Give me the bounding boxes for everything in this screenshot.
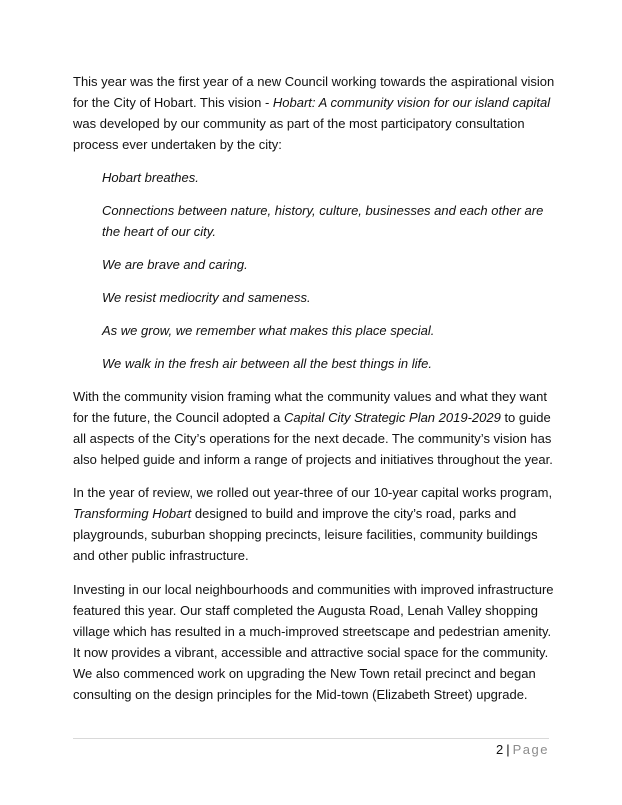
page-label: Page [512, 742, 549, 757]
vision-quotes [73, 167, 558, 374]
page-separator: | [506, 742, 510, 757]
vision-quote: Hobart breathes. [102, 170, 199, 185]
vision-quote: Connections between nature, history, culture, businesses and each other are the heart of our city. [102, 203, 544, 239]
page-number: 2 [496, 742, 504, 757]
paragraph-capital-works: In the year of review, we rolled out year-three of our 10-year capital works program, Transforming Hobart designed to build and improve the city’s road, parks and playgrounds, suburban shopping precincts, leisure facilities, community buildings and other public infrastructure. [73, 485, 553, 563]
vision-quote: We are brave and caring. [102, 257, 248, 272]
paragraph-intro: This year was the first year of a new Council working towards the aspirational vision for the City of Hobart. This vision - Hobart: A community vision for our island capital was developed by our community as part of the most participatory consultation process ever undertaken by the city: [73, 74, 555, 152]
document-body [73, 71, 558, 716]
vision-quote: We resist mediocrity and sameness. [102, 290, 311, 305]
vision-quote: As we grow, we remember what makes this place special. [102, 323, 435, 338]
paragraph-strategic-plan: With the community vision framing what the community values and what they want for the future, the Council adopted a Capital City Strategic Plan 2019-2029 to guide all aspects of the City’s operations for the next decade. The community’s vision has also helped guide and inform a range of projects and initiatives throughout the year. [73, 389, 553, 467]
paragraph-neighbourhoods: Investing in our local neighbourhoods and communities with improved infrastructure featured this year. Our staff completed the Augusta Road, Lenah Valley shopping village which has resulted in a much-improved streetscape and pedestrian amenity. It now provides a vibrant, accessible and attractive social space for the community. We also commenced work on upgrading the New Town retail precinct and began consulting on the design principles for the Mid-town (Elizabeth Street) upgrade. [73, 582, 554, 702]
page-footer [73, 741, 549, 759]
vision-quote: We walk in the fresh air between all the best things in life. [102, 356, 432, 371]
footer-divider [73, 738, 549, 739]
